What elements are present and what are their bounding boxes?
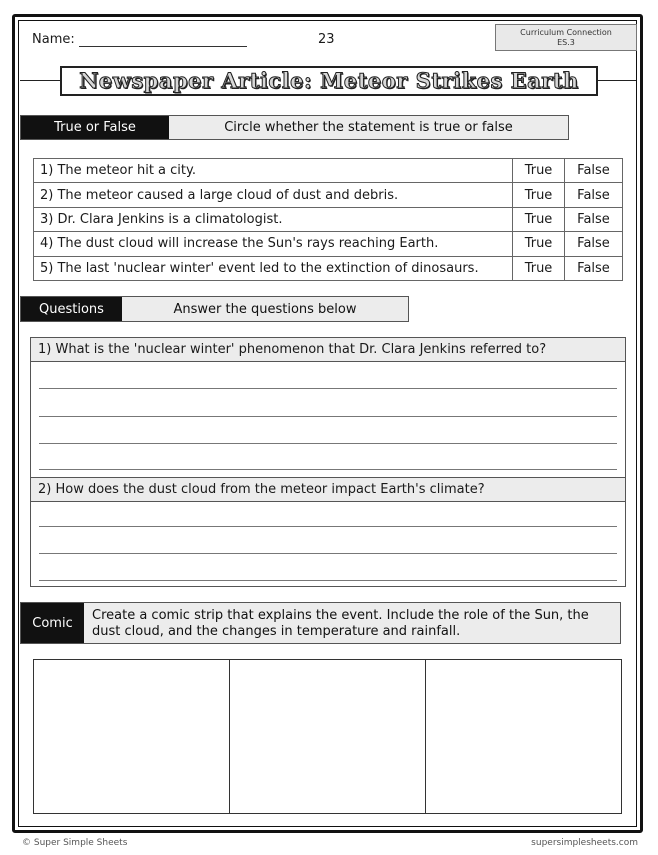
comic-strip [33,659,622,814]
comic-panel-2[interactable] [230,660,426,813]
true-option[interactable]: True [513,183,565,207]
comic-header [20,602,621,644]
false-option[interactable]: False [565,256,623,280]
false-option[interactable]: False [565,232,623,256]
false-option[interactable]: False [565,159,623,183]
comic-instruction: Create a comic strip that explains the event. Include the role of the Sun, the dust cloud, and the changes in temperature and rainfall. [84,603,620,643]
true-option[interactable]: True [513,159,565,183]
true-false-table [33,158,623,281]
comic-panel-3[interactable] [426,660,621,813]
statement-text: 4) The dust cloud will increase the Sun's rays reaching Earth. [34,232,513,256]
answer-line[interactable] [39,388,617,389]
page-title: Newspaper Article: Meteor Strikes Earth [79,68,579,93]
page-number: 23 [318,32,335,47]
answer-line[interactable] [39,469,617,470]
questions-header [20,296,409,322]
true-false-instruction: Circle whether the statement is true or false [169,116,568,139]
curriculum-code: ES.3 [557,38,575,47]
statement-text: 5) The last 'nuclear winter' event led to the extinction of dinosaurs. [34,256,513,280]
title-rule-left [20,80,60,81]
statement-text: 3) Dr. Clara Jenkins is a climatologist. [34,207,513,231]
curriculum-connection-box [495,24,637,51]
table-row [34,207,623,231]
curriculum-label: Curriculum Connection [520,28,612,37]
questions-instruction: Answer the questions below [122,297,408,321]
questions-label: Questions [21,297,122,321]
name-blank-line[interactable] [79,33,247,47]
footer-website: supersimplesheets.com [531,838,638,848]
false-option[interactable]: False [565,207,623,231]
table-row [34,159,623,183]
statement-text: 1) The meteor hit a city. [34,159,513,183]
true-option[interactable]: True [513,207,565,231]
true-false-header [20,115,569,140]
comic-panel-1[interactable] [34,660,230,813]
table-row [34,232,623,256]
table-row [34,256,623,280]
false-option[interactable]: False [565,183,623,207]
title-rule-right [598,80,636,81]
answer-line[interactable] [39,526,617,527]
name-field[interactable] [32,32,247,47]
answer-line[interactable] [39,443,617,444]
questions-box [30,337,626,587]
true-option[interactable]: True [513,232,565,256]
table-row [34,183,623,207]
true-option[interactable]: True [513,256,565,280]
comic-label: Comic [21,603,84,643]
answer-line[interactable] [39,580,617,581]
statement-text: 2) The meteor caused a large cloud of dust and debris. [34,183,513,207]
name-label: Name: [32,32,75,47]
title-banner [60,66,598,96]
answer-line[interactable] [39,553,617,554]
question-prompt: 1) What is the 'nuclear winter' phenomenon that Dr. Clara Jenkins referred to? [31,338,625,362]
footer-copyright: © Super Simple Sheets [22,838,128,848]
question-prompt: 2) How does the dust cloud from the meteor impact Earth's climate? [31,478,625,502]
true-false-label: True or False [21,116,169,139]
answer-line[interactable] [39,416,617,417]
